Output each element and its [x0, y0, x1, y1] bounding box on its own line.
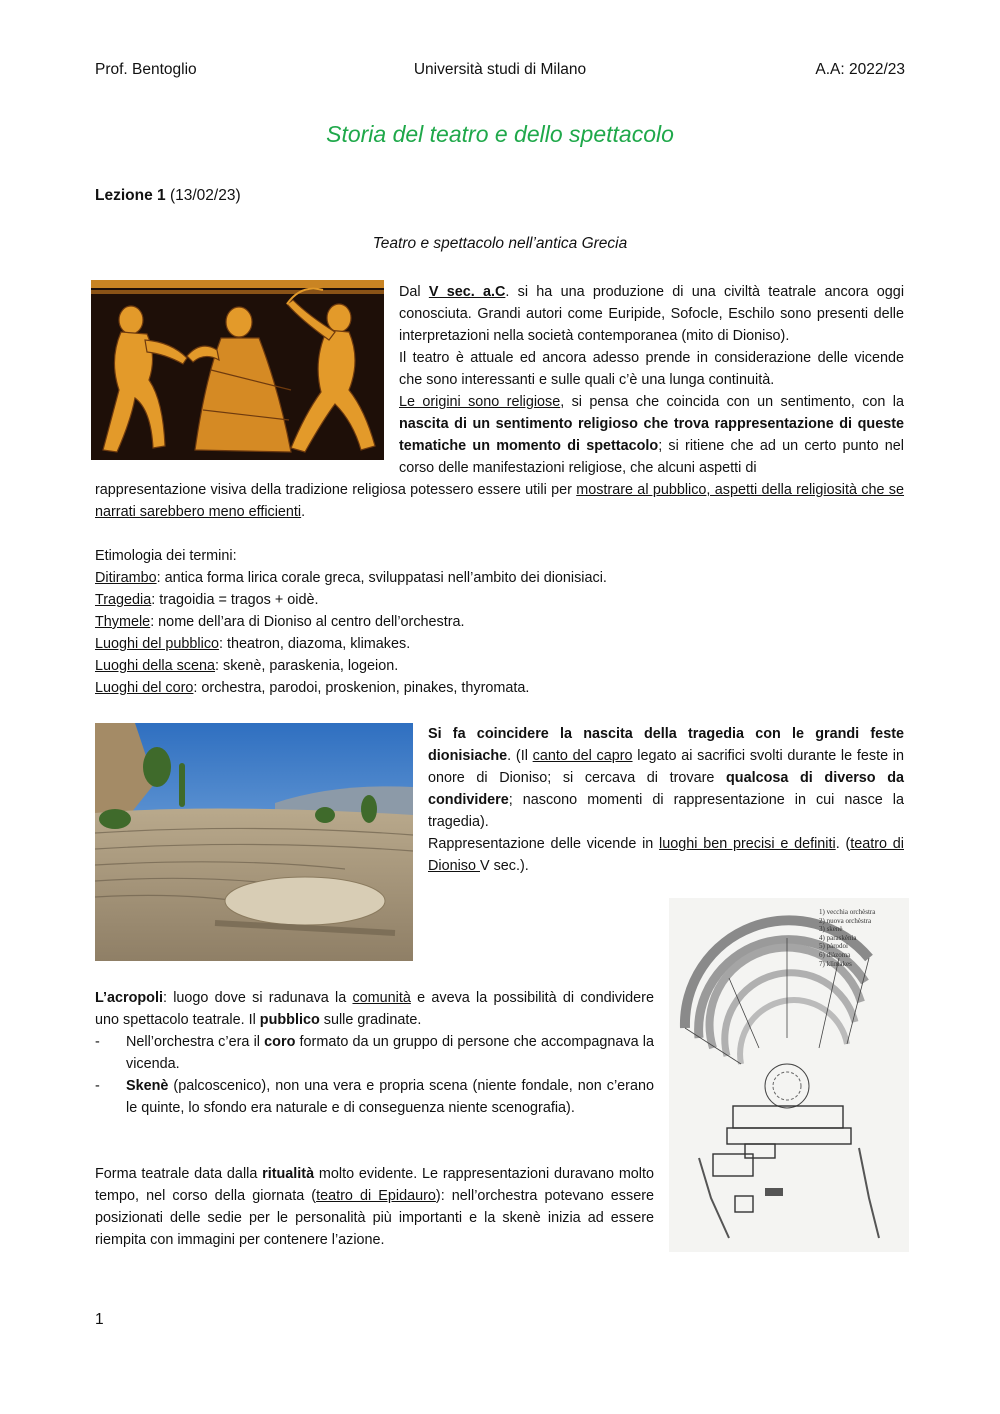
plan-legend: 1) vecchia orchèstra 2) nuova orchèstra 3) skenè 4) paraskènia 5) pàrodoi 6) diàzoma 7) klìmakes	[819, 908, 876, 968]
intro-text-full-width: rappresentazione visiva della tradizione religiosa potessero essere utili per mostrare al pubblico, aspetti della religiosità che se narrati sarebbero meno efficienti.	[95, 482, 905, 520]
etymology-list	[95, 545, 607, 699]
section-subtitle: Teatro e spettacolo nell’antica Grecia	[372, 235, 628, 252]
show-public-underline: mostrare al pubblico, aspetti della religiosità che se narrati sarebbero meno efficienti	[95, 482, 905, 520]
document-title: Storia del teatro e dello spettacolo	[326, 121, 674, 147]
origins-underline: Le origini sono religiose	[399, 394, 561, 410]
list-item: Thymele: nome dell’ara di Dioniso al centro dell’orchestra.	[95, 614, 465, 630]
theatre-plan-drawing	[669, 898, 909, 1252]
acropoli-text: L’acropoli: luogo dove si radunava la comunità e aveva la possibilità di condividere uno spettacolo teatrale. Il pubblico sulle gradinate. - Nell’orchestra c’era il coro formato da un gruppo di persone che accompagnava la vicenda. - Skenè (palcoscenico), non una vera e propria scena (niente fondale, non c’erano le quinte, lo sfondo era naturale e di conseguenza niente scenografia).	[95, 987, 654, 1119]
page-number: 1	[95, 1311, 104, 1328]
intro-sentence-2: Il teatro è attuale ed ancora adesso prende in considerazione delle vicende che sono interessanti e sulle quali c’è una lunga continuità.	[399, 350, 904, 388]
list-item: Tragedia: tragoidia = tragos + oidè.	[95, 592, 319, 608]
list-item: Luoghi del pubblico: theatron, diazoma, klimakes.	[95, 636, 411, 652]
intro-text-right: Dal V sec. a.C. si ha una produzione di una civiltà teatrale ancora oggi conosciuta. Grandi autori come Euripide, Sofocle, Eschilo sono presenti delle interpretazioni nella società contemporanea (mito di Dioniso). Il teatro è attuale ed ancora adesso prende in considerazione delle vicende che sono interessanti e sulle quali c’è una lunga continuità. Le origini sono religiose, si pensa che coincida con un sentimento, con la nascita di un sentimento religioso che trova rappresentazione di queste tematiche un momento di spettacolo; si ritiene che ad un certo punto nel corso delle manifestazioni religiose, che alcuni aspetti di	[399, 284, 905, 476]
greek-vase-image	[91, 280, 384, 460]
list-item: - Skenè (palcoscenico), non una vera e propria scena (niente fondale, non c’erano le quinte, lo sfondo era naturale e di conseguenza niente scenografia).	[95, 1075, 654, 1119]
lesson-label: Lezione 1	[95, 187, 166, 204]
list-item: Luoghi del coro: orchestra, parodoi, proskenion, pinakes, thyromata.	[95, 680, 530, 696]
century-highlight: V sec. a.C	[428, 284, 506, 300]
lesson-date: (13/02/23)	[169, 187, 241, 204]
ritual-text: Forma teatrale data dalla ritualità molto evidente. Le rappresentazioni duravano molto tempo, nel corso della giornata (teatro di Epidauro): nell’orchestra potevano essere posizionati delle sedie per le personalità più importanti e la skenè inizia ad essere riempita con immagini per contenere l’azione.	[95, 1166, 655, 1248]
header-academic-year: A.A: 2022/23	[815, 61, 905, 78]
lesson-heading	[95, 187, 241, 205]
etymology-heading: Etimologia dei termini:	[95, 548, 237, 564]
festival-text: Si fa coincidere la nascita della tragedia con le grandi feste dionisiache. (Il canto del capro legato ai sacrifici svolti durante le feste in onore di Dioniso; si cercava di trovare qualcosa di diverso da condividere; nascono momenti di rappresentazione in cui nasce la tragedia). Rappresentazione delle vicende in luoghi ben precisi e definiti. (teatro di Dioniso V sec.).	[428, 726, 905, 874]
list-item: - Nell’orchestra c’era il coro formato da un gruppo di persone che accompagnava la vicenda.	[95, 1031, 654, 1075]
header-author: Prof. Bentoglio	[95, 61, 197, 78]
acropoli-bullets	[95, 1031, 654, 1119]
list-item: Luoghi della scena: skenè, paraskenia, logeion.	[95, 658, 399, 674]
list-item: Ditirambo: antica forma lirica corale greca, sviluppatasi nell’ambito dei dionisiaci.	[95, 570, 607, 586]
header-university: Università studi di Milano	[413, 61, 587, 78]
theatre-of-dionysus-photo	[95, 723, 413, 961]
religious-feeling-bold: nascita di un sentimento religioso che trova rappresentazione di queste tematiche un momento di spettacolo	[399, 416, 904, 454]
